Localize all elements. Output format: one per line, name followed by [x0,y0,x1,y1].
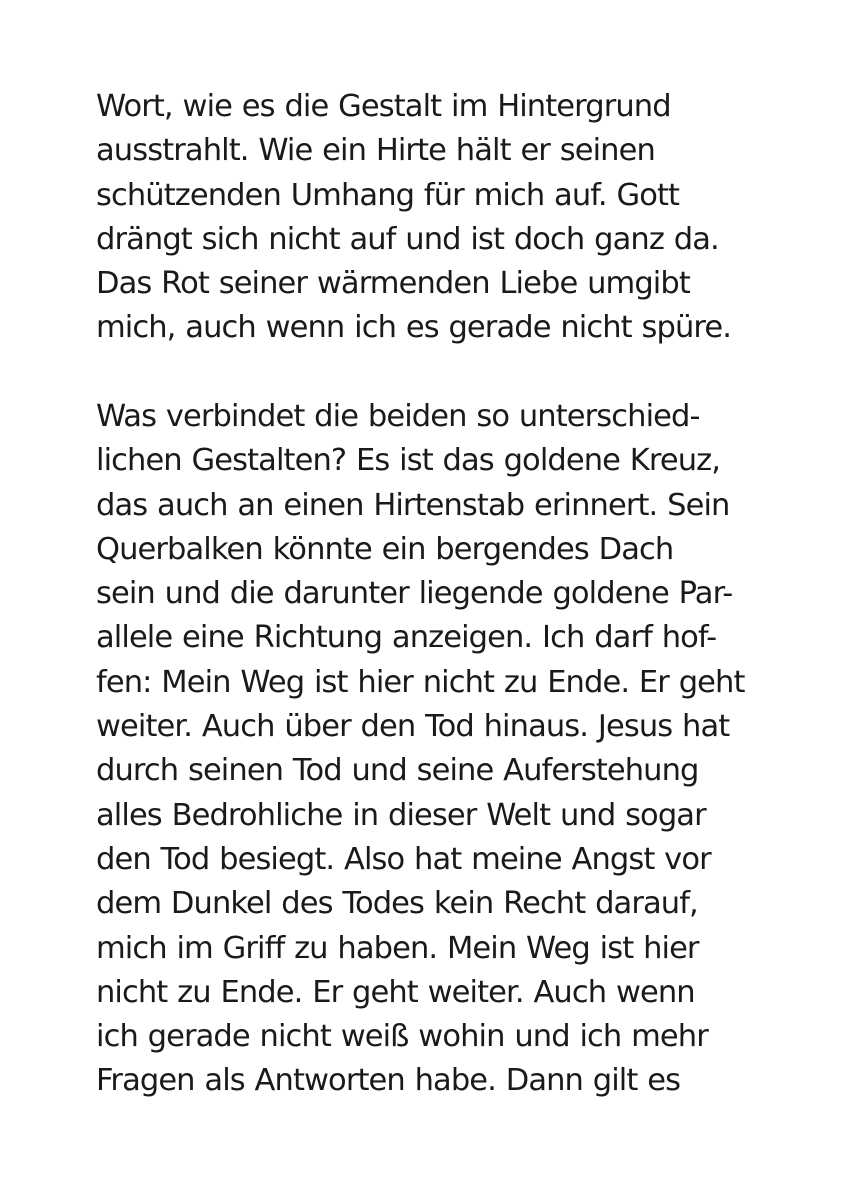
text-line: Wort, wie es die Gestalt im Hintergrund [96,89,671,124]
text-line: ich gerade nicht weiß wohin und ich mehr [96,1019,708,1055]
text-line: allele eine Richtung anzeigen. Ich darf hof- [96,620,717,656]
text-line: das auch an einen Hirtenstab erinnert. Sein [96,487,730,523]
paragraph-2 [96,395,816,1104]
text-line: mich im Griff zu haben. Mein Weg ist hier [96,930,699,966]
text-line: Das Rot seiner wärmenden Liebe umgibt [96,266,690,302]
text-line: nicht zu Ende. Er geht weiter. Auch wenn [96,974,695,1010]
text-line: sein und die darunter liegende goldene Par- [96,576,733,612]
text-line: schützenden Umhang für mich auf. Gott [96,177,680,213]
text-line: durch seinen Tod und seine Auferstehung [96,753,699,789]
text-line: lichen Gestalten? Es ist das goldene Kreuz, [96,443,721,479]
text-line: mich, auch wenn ich es gerade nicht spüre. [96,310,732,346]
text-line: den Tod besiegt. Also hat meine Angst vor [96,841,711,877]
text-line: ausstrahlt. Wie ein Hirte hält er seinen [96,133,655,169]
text-line: fen: Mein Weg ist hier nicht zu Ende. Er geht [96,664,745,700]
text-line: dem Dunkel des Todes kein Recht darauf, [96,886,698,922]
text-line: Querbalken könnte ein bergendes Dach [96,531,674,567]
paragraph-1 [96,85,816,351]
text-line: Was verbindet die beiden so unterschied- [96,399,700,434]
text-line: drängt sich nicht auf und ist doch ganz da. [96,221,719,257]
text-line: Fragen als Antworten habe. Dann gilt es [96,1063,681,1099]
text-line: alles Bedrohliche in dieser Welt und sogar [96,797,706,833]
text-line: weiter. Auch über den Tod hinaus. Jesus hat [96,709,730,745]
